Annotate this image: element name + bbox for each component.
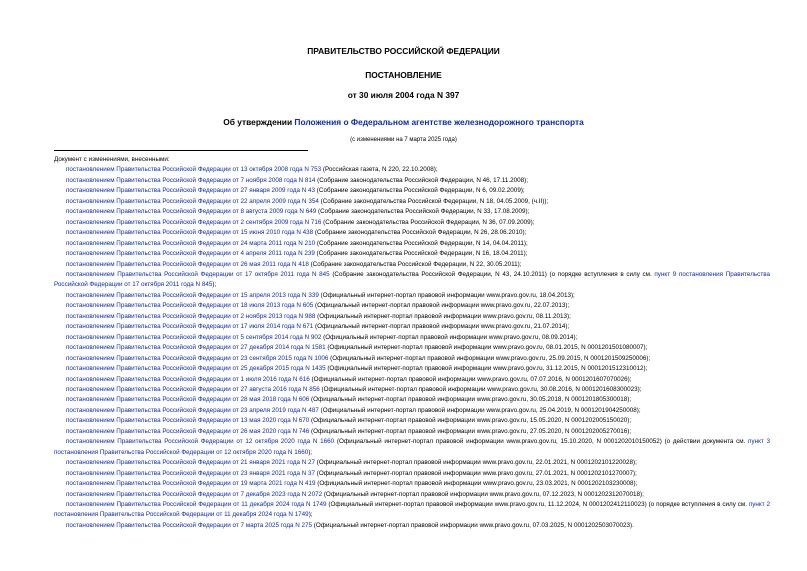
- change-entry: [54, 197, 770, 207]
- amendment-source-tail: );: [308, 448, 313, 456]
- change-entry: [54, 354, 770, 364]
- amendment-link[interactable]: постановлением Правительства Российской Федерации от 23 января 2021 года N 37: [66, 469, 316, 477]
- change-entry: [54, 218, 770, 228]
- change-entry: [54, 364, 770, 374]
- amendment-link[interactable]: постановлением Правительства Российской Федерации от 7 марта 2025 года N 275: [66, 521, 313, 529]
- amendment-link[interactable]: постановлением Правительства Российской Федерации от 27 августа 2016 года N 856: [66, 385, 320, 393]
- amendment-source: (Официальный интернет-портал правовой информации www.pravo.gov.ru, 22.07.2013);: [313, 302, 570, 310]
- amendment-link[interactable]: постановлением Правительства Российской Федерации от 25 декабря 2015 года N 1435: [66, 365, 326, 373]
- amendment-link[interactable]: постановлением Правительства Российской Федерации от 21 января 2021 года N 27: [66, 459, 316, 467]
- change-entry: [54, 333, 770, 343]
- change-entry: [54, 490, 770, 500]
- amendment-source: (Официальный интернет-портал правовой информации www.pravo.gov.ru, 21.07.2014);: [313, 323, 570, 331]
- amendment-link[interactable]: постановлением Правительства Российской Федерации от 8 августа 2009 года N 649: [66, 208, 317, 216]
- amendment-source: (Официальный интернет-портал правовой информации www.pravo.gov.ru, 15.10.2020, N 0001202010150052) (о действии документа см.: [334, 438, 749, 446]
- changes-list: [54, 155, 770, 531]
- divider-line: [54, 150, 308, 151]
- date-number-heading: от 30 июля 2004 года N 397: [347, 90, 460, 100]
- change-entry: [54, 322, 770, 332]
- clause-link[interactable]: пункт 3 постановления Правительства Российской Федерации от 12 октября 2020 года N 1660: [54, 438, 770, 456]
- amendment-source: (Официальный интернет-портал правовой информации www.pravo.gov.ru, 30.08.2016, N 0001201608300023);: [319, 385, 642, 393]
- change-entry: [54, 416, 770, 426]
- amendment-source: (Собрание законодательства Российской Федерации, N 22, 30.05.2011);: [308, 260, 522, 268]
- amendment-link[interactable]: постановлением Правительства Российской Федерации от 22 апреля 2009 года N 354: [66, 197, 319, 205]
- change-entry: [54, 479, 770, 489]
- amendment-source: (Собрание законодательства Российской Федерации, N 46, 17.11.2008);: [315, 176, 529, 184]
- amendment-source: (Собрание законодательства Российской Федерации, N 36, 07.09.2009);: [321, 218, 535, 226]
- change-entry: [54, 385, 770, 395]
- amendment-link[interactable]: постановлением Правительства Российской Федерации от 1 июля 2016 года N 616: [66, 375, 310, 383]
- amendment-source: (Российская газета, N 220, 22.10.2008);: [321, 166, 438, 174]
- amendment-link[interactable]: постановлением Правительства Российской Федерации от 23 апреля 2019 года N 487: [66, 406, 319, 414]
- amendment-link[interactable]: постановлением Правительства Российской Федерации от 17 октября 2011 года N 845: [66, 270, 330, 278]
- change-entry: [54, 291, 770, 301]
- change-entry: [54, 165, 770, 175]
- amendment-source: (Официальный интернет-портал правовой информации www.pravo.gov.ru, 07.07.2016, N 0001201607070026);: [309, 375, 632, 383]
- change-entry: [54, 249, 770, 259]
- amendment-link[interactable]: постановлением Правительства Российской Федерации от 19 марта 2021 года N 419: [66, 480, 316, 488]
- amendment-link[interactable]: постановлением Правительства Российской Федерации от 12 октября 2020 года N 1660: [66, 438, 335, 446]
- amendment-source: (Официальный интернет-портал правовой информации www.pravo.gov.ru, 30.05.2018, N 0001201805300018);: [309, 396, 632, 404]
- amendment-source: (Официальный интернет-портал правовой информации www.pravo.gov.ru, 31.12.2015, N 0001201512310012);: [325, 365, 648, 373]
- amendment-source: (Официальный интернет-портал правовой информации www.pravo.gov.ru, 23.03.2021, N 0001202103230008);: [315, 480, 638, 488]
- amendment-source-tail: );: [308, 511, 313, 519]
- amendment-source: (Официальный интернет-портал правовой информации www.pravo.gov.ru, 15.05.2020, N 0001202005150020);: [309, 417, 632, 425]
- amendment-source: (Собрание законодательства Российской Федерации, N 6, 09.02.2009);: [315, 187, 525, 195]
- amendment-link[interactable]: постановлением Правительства Российской Федерации от 7 декабря 2023 года N 2072: [66, 490, 323, 498]
- amendment-link[interactable]: постановлением Правительства Российской Федерации от 2 сентября 2009 года N 716: [66, 218, 322, 226]
- amendment-link[interactable]: постановлением Правительства Российской Федерации от 27 декабря 2014 года N 1581: [66, 344, 326, 352]
- amendment-source: (Официальный интернет-портал правовой информации www.pravo.gov.ru, 07.03.2025, N 0001202503070023).: [312, 521, 634, 529]
- amendment-link[interactable]: постановлением Правительства Российской Федерации от 15 июня 2010 года N 438: [66, 229, 314, 237]
- amendment-source-tail: );: [212, 281, 217, 289]
- change-entry: [54, 375, 770, 385]
- amended-note: (с изменениями на 7 марта 2025 года): [350, 137, 457, 143]
- change-entry: [54, 427, 770, 437]
- change-entry: [54, 469, 770, 479]
- amendment-source: (Собрание законодательства Российской Федерации, N 43, 24.10.2011) (о порядке вступления в силу см.: [329, 270, 655, 278]
- amendment-link[interactable]: постановлением Правительства Российской Федерации от 23 сентября 2015 года N 1006: [66, 354, 329, 362]
- change-entry: [54, 458, 770, 468]
- amendment-source: (Официальный интернет-портал правовой информации www.pravo.gov.ru, 08.09.2014);: [321, 333, 578, 341]
- amendment-link[interactable]: постановлением Правительства Российской Федерации от 27 января 2009 года N 43: [66, 187, 316, 195]
- document-type-heading: ПОСТАНОВЛЕНИЕ: [365, 70, 442, 80]
- change-entry: [54, 312, 770, 322]
- change-entry: [54, 207, 770, 217]
- change-entry: [54, 228, 770, 238]
- change-entry: [54, 500, 770, 521]
- clause-link[interactable]: пункт 9 постановления Правительства Российской Федерации от 17 октября 2011 года N 845: [54, 270, 770, 289]
- change-entry: [54, 301, 770, 311]
- change-entry: [54, 270, 770, 291]
- change-entry: [54, 239, 770, 249]
- amendment-source: (Официальный интернет-портал правовой информации www.pravo.gov.ru, 27.01.2021, N 0001202101270007);: [315, 469, 637, 477]
- amendment-link[interactable]: постановлением Правительства Российской Федерации от 5 сентября 2014 года N 902: [66, 333, 322, 341]
- changes-entries: [54, 165, 770, 531]
- government-heading: ПРАВИТЕЛЬСТВО РОССИЙСКОЙ ФЕДЕРАЦИИ: [307, 46, 500, 56]
- document-title: [0, 117, 807, 127]
- amendment-source: (Официальный интернет-портал правовой информации www.pravo.gov.ru, 18.04.2013);: [318, 291, 575, 299]
- amendment-link[interactable]: постановлением Правительства Российской Федерации от 18 июля 2013 года N 605: [66, 302, 314, 310]
- amendment-link[interactable]: постановлением Правительства Российской Федерации от 24 марта 2011 года N 210: [66, 239, 316, 247]
- amendment-link[interactable]: постановлением Правительства Российской Федерации от 4 апреля 2011 года N 239: [66, 250, 315, 258]
- amendment-source: (Собрание законодательства Российской Федерации, N 26, 28.06.2010);: [313, 229, 527, 237]
- amendment-link[interactable]: постановлением Правительства Российской Федерации от 13 октября 2008 года N 753: [66, 166, 322, 174]
- amendment-source: (Официальный интернет-портал правовой информации www.pravo.gov.ru, 07.12.2023, N 0001202312070018);: [322, 490, 644, 498]
- amendment-source: (Собрание законодательства Российской Федерации, N 16, 18.04.2011);: [314, 250, 528, 258]
- amendment-source: (Официальный интернет-портал правовой информации www.pravo.gov.ru, 08.11.2013);: [315, 312, 571, 320]
- amendment-source: (Официальный интернет-портал правовой информации www.pravo.gov.ru, 22.01.2021, N 0001202101220028);: [315, 459, 637, 467]
- changes-intro: Документ с изменениями, внесенными:: [54, 156, 170, 163]
- amendment-source: (Официальный интернет-портал правовой информации www.pravo.gov.ru, 08.01.2015, N 0001201501080007);: [325, 344, 648, 352]
- clause-link[interactable]: пункт 2 постановления Правительства Российской Федерации от 11 декабря 2024 года N 1749: [54, 500, 770, 519]
- change-entry: [54, 343, 770, 353]
- change-entry: [54, 437, 770, 458]
- amendment-link[interactable]: постановлением Правительства Российской Федерации от 2 ноября 2013 года N 988: [66, 312, 316, 320]
- change-entry: [54, 395, 770, 405]
- amendment-link[interactable]: постановлением Правительства Российской Федерации от 17 июля 2014 года N 671: [66, 323, 314, 331]
- title-regulation-link[interactable]: Положения о Федеральном агентстве железнодорожного транспорта: [294, 117, 584, 127]
- amendment-link[interactable]: постановлением Правительства Российской Федерации от 15 апреля 2013 года N 339: [66, 291, 319, 299]
- amendment-link[interactable]: постановлением Правительства Российской Федерации от 26 мая 2020 года N 746: [66, 427, 310, 435]
- change-entry: [54, 186, 770, 196]
- change-entry: [54, 176, 770, 186]
- amendment-source: (Собрание законодательства Российской Федерации, N 18, 04.05.2009, (ч.II));: [318, 197, 549, 205]
- amendment-link[interactable]: постановлением Правительства Российской Федерации от 28 мая 2018 года N 606: [66, 396, 310, 404]
- title-prefix: Об утверждении: [223, 117, 295, 127]
- amendment-source: (Официальный интернет-портал правовой информации www.pravo.gov.ru, 25.09.2015, N 0001201509250006);: [328, 354, 651, 362]
- amendment-source: (Официальный интернет-портал правовой информации www.pravo.gov.ru, 25.04.2019, N 0001201904250008);: [318, 406, 641, 414]
- amendment-link[interactable]: постановлением Правительства Российской Федерации от 26 мая 2011 года N 418: [66, 260, 309, 268]
- change-entry: [54, 521, 770, 531]
- amendment-source: (Официальный интернет-портал правовой информации www.pravo.gov.ru, 27.05.2020, N 0001202005270016);: [309, 427, 632, 435]
- amendment-source: (Официальный интернет-портал правовой информации www.pravo.gov.ru, 11.12.2024, N 0001202412110023) (о порядке вступления в силу см.: [326, 500, 749, 508]
- change-entry: [54, 406, 770, 416]
- change-entry: [54, 260, 770, 270]
- amendment-link[interactable]: постановлением Правительства Российской Федерации от 7 ноября 2008 года N 814: [66, 176, 316, 184]
- amendment-link[interactable]: постановлением Правительства Российской Федерации от 13 мая 2020 года N 670: [66, 417, 310, 425]
- amendment-link[interactable]: постановлением Правительства Российской Федерации от 11 декабря 2024 года N 1749: [66, 500, 327, 508]
- amendment-source: (Собрание законодательства Российской Федерации, N 14, 04.04.2011);: [315, 239, 528, 247]
- amendment-source: (Собрание законодательства Российской Федерации, N 33, 17.08.2009);: [316, 208, 530, 216]
